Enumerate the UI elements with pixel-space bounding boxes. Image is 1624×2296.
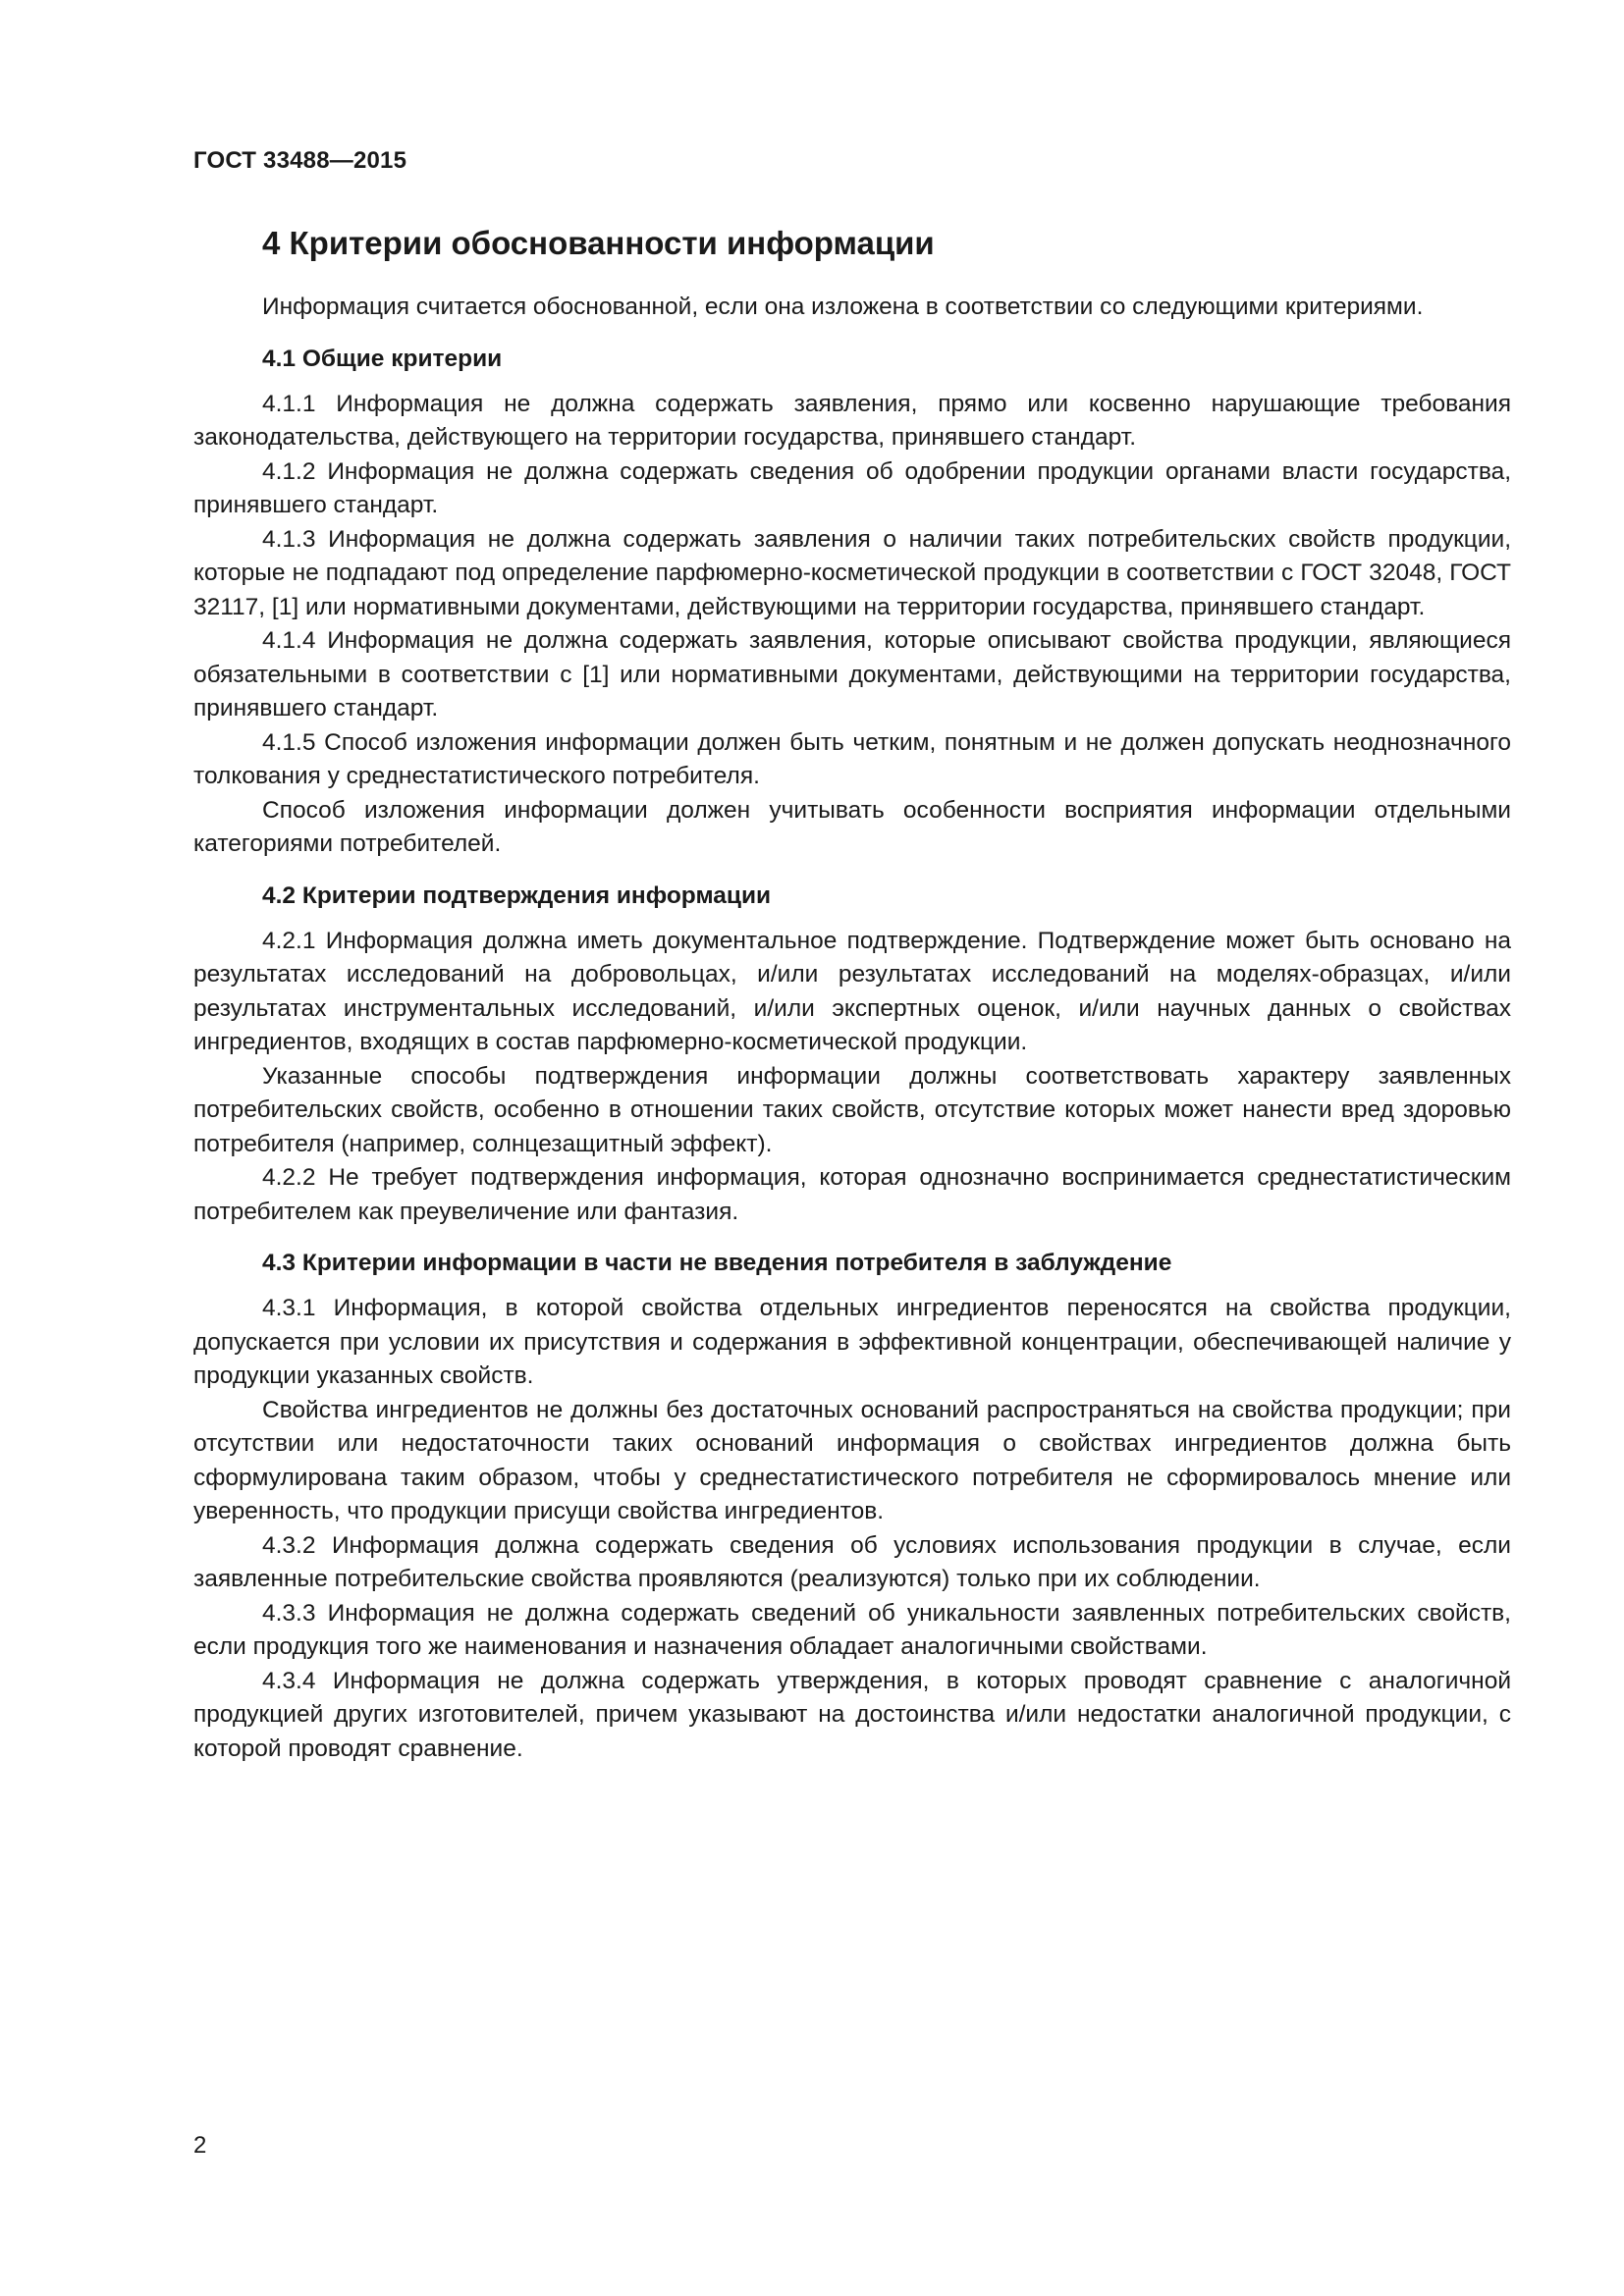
page-number: 2 — [193, 2132, 207, 2159]
paragraph-4-3-4: 4.3.4 Информация не должна содержать утверждения, в которых проводят сравнение с аналогичной продукцией других изготовителей, причем указывают на достоинства и/или недостатки аналогичной продукции, с которой проводят сравнение. — [193, 1667, 1511, 1762]
paragraph-4-3-1: 4.3.1 Информация, в которой свойства отдельных ингредиентов переносятся на свойства продукции, допускается при условии их присутствия и содержания в эффективной концентрации, обеспечивающей наличие у продукции указанных свойств. — [193, 1295, 1511, 1389]
section-intro-paragraph: Информация считается обоснованной, если она изложена в соответствии со следующими критериями. — [262, 294, 1424, 320]
page-content — [193, 222, 1511, 1766]
paragraph-4-2-2: 4.2.2 Не требует подтверждения информация, которая однозначно воспринимается среднестатистическим потребителем как преувеличение или фантазия. — [193, 1164, 1511, 1225]
paragraph-4-1-2: 4.1.2 Информация не должна содержать сведения об одобрении продукции органами власти государства, принявшего стандарт. — [193, 457, 1511, 518]
paragraph-4-3-2: 4.3.2 Информация должна содержать сведения об условиях использования продукции в случае, если заявленные потребительские свойства проявляются (реализуются) только при их соблюдении. — [193, 1531, 1511, 1592]
paragraph-4-1-4: 4.1.4 Информация не должна содержать заявления, которые описывают свойства продукции, являющиеся обязательными в соответствии с [1] или нормативными документами, действующими на территории государства, принявшего стандарт. — [193, 627, 1511, 721]
paragraph-4-2-1: 4.2.1 Информация должна иметь документальное подтверждение. Подтверждение может быть основано на результатах исследований на добровольцах, и/или результатах исследований на моделях-образцах, и/или результатах инструментальных исследований, и/или экспертных оценок, и/или научных данных о свойствах ингредиентов, входящих в состав парфюмерно-косметической продукции. — [193, 927, 1511, 1055]
subsection-title-4-2: 4.2 Критерии подтверждения информации — [262, 881, 772, 909]
paragraph-4-2-1-cont: Указанные способы подтверждения информации должны соответствовать характеру заявленных потребительских свойств, особенно в отношении таких свойств, отсутствие которых может нанести вред здоровью потребителя (например, солнцезащитный эффект). — [193, 1062, 1511, 1157]
subsection-title-4-3: 4.3 Критерии информации в части не введения потребителя в заблуждение — [262, 1250, 1172, 1276]
paragraph-4-1-1: 4.1.1 Информация не должна содержать заявления, прямо или косвенно нарушающие требования законодательства, действующего на территории государства, принявшего стандарт. — [193, 390, 1511, 451]
section-title: 4 Критерии обоснованности информации — [262, 225, 935, 261]
subsection-title-4-1: 4.1 Общие критерии — [262, 345, 503, 372]
paragraph-4-3-1-cont: Свойства ингредиентов не должны без достаточных оснований распространяться на свойства продукции; при отсутствии или недостаточности таких оснований информация о свойствах ингредиентов должна быть сформулирована таким образом, чтобы у среднестатистического потребителя не сформировалось мнение или уверенность, что продукции присущи свойства ингредиентов. — [193, 1396, 1511, 1524]
paragraph-4-3-3: 4.3.3 Информация не должна содержать сведений об уникальности заявленных потребительских свойств, если продукция того же наименования и назначения обладает аналогичными свойствами. — [193, 1599, 1511, 1660]
running-header: ГОСТ 33488—2015 — [193, 147, 407, 174]
paragraph-4-1-5-cont: Способ изложения информации должен учитывать особенности восприятия информации отдельными категориями потребителей. — [193, 796, 1511, 857]
paragraph-4-1-3: 4.1.3 Информация не должна содержать заявления о наличии таких потребительских свойств продукции, которые не подпадают под определение парфюмерно-косметической продукции в соответствии с ГОСТ 32048, ГОСТ 32117, [1] или нормативными документами, действующими на территории государства, принявшего стандарт. — [193, 525, 1511, 620]
paragraph-4-1-5: 4.1.5 Способ изложения информации должен быть четким, понятным и не должен допускать неоднозначного толкования у среднестатистического потребителя. — [193, 728, 1511, 789]
